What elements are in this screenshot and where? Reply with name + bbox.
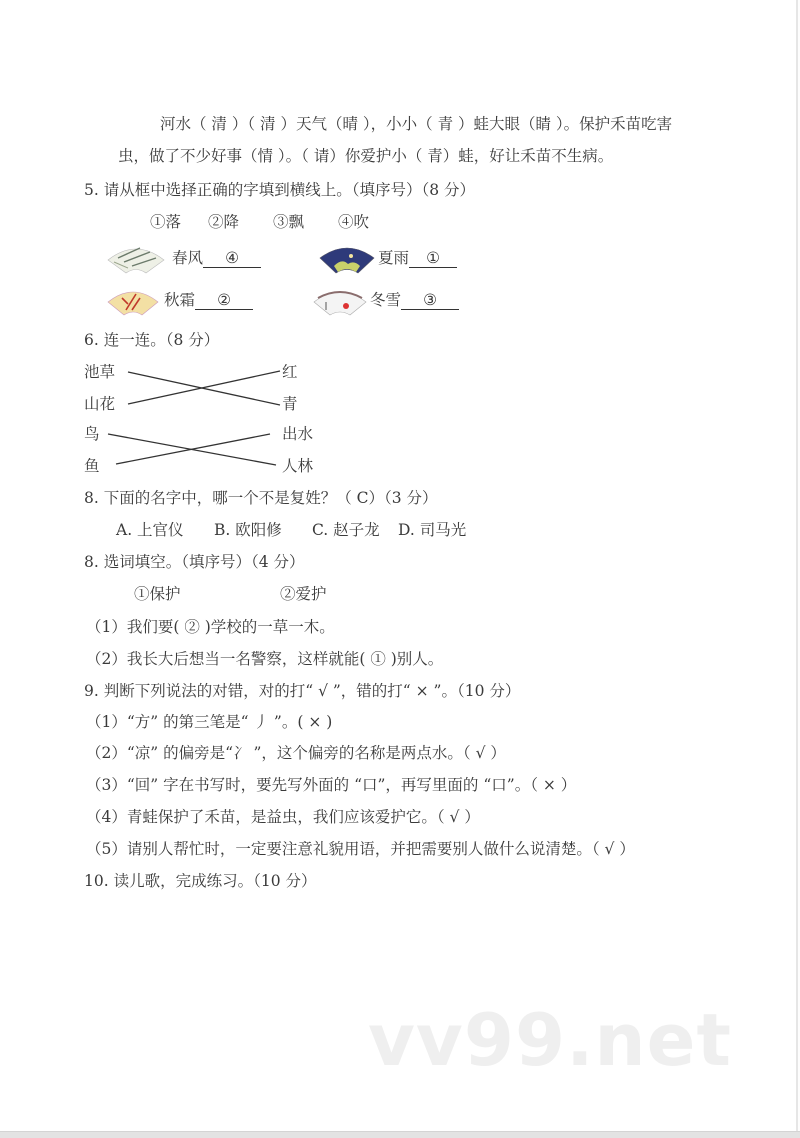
q9-item-2: （2）“凉” 的偏旁是“冫 ”，这个偏旁的名称是两点水。（ √ ） (86, 744, 506, 762)
spring-label: 春风 (172, 249, 204, 267)
winter-label: 冬雪 (370, 291, 402, 309)
spring-answer: ④ (203, 249, 261, 268)
q6-right-3: 出水 (282, 425, 314, 443)
q5-option-2: ②降 (208, 213, 240, 231)
summer-label: 夏雨 (378, 249, 410, 267)
q9-item-5: （5）请别人帮忙时，一定要注意礼貌用语，并把需要别人做什么说清楚。（ √ ） (86, 840, 635, 858)
q9-item-4: （4）青蛙保护了禾苗，是益虫，我们应该爱护它。（ √ ） (86, 808, 480, 826)
q9-item-3: （3）“回” 字在书写时，要先写外面的 “口”，再写里面的 “口”。（ × ） (86, 776, 577, 794)
q8a-option-a: A. 上官仪 (116, 521, 184, 539)
q6-right-1: 红 (282, 363, 298, 381)
q4-line-1: 河水（ 清 ）（ 清 ）天气（晴 ），小小（ 青 ）蛙大眼（睛 ）。保护禾苗吃害 (160, 115, 673, 133)
q5-option-3: ③飘 (273, 213, 305, 231)
watermark: vv99.net (368, 998, 732, 1082)
q8b-item-2: （2）我长大后想当一名警察，这样就能( ① )别人。 (86, 650, 444, 668)
q8b-option-2: ②爱护 (280, 585, 327, 603)
q6-left-4: 鱼 (84, 457, 100, 475)
q8b-option-1: ①保护 (134, 585, 181, 603)
q6-left-3: 鸟 (84, 425, 100, 443)
q5-option-1: ①落 (150, 213, 182, 231)
q8a-option-c: C. 赵子龙 (312, 521, 380, 539)
q4-line-2: 虫，做了不少好事（情 ）。（ 请）你爱护小（ 青）蛙，好让禾苗不生病。 (118, 147, 614, 165)
q6-left-2: 山花 (84, 395, 116, 413)
summer-answer: ① (409, 249, 457, 268)
q9-item-1: （1）“方” 的第三笔是“ 丿 ”。( × ) (86, 713, 333, 731)
q8b-item-1: （1）我们要( ② )学校的一草一木。 (86, 618, 335, 636)
q6-right-2: 青 (282, 395, 298, 413)
winter-answer: ③ (401, 291, 459, 310)
q6-right-4: 人林 (282, 457, 314, 475)
autumn-label: 秋霜 (164, 291, 196, 309)
q8b-title: 8. 选词填空。（填序号）（4 分） (84, 553, 305, 571)
autumn-answer: ② (195, 291, 253, 310)
q8a-title: 8. 下面的名字中，哪一个不是复姓？（ C）（3 分） (84, 489, 438, 507)
q10-title: 10. 读儿歌，完成练习。（10 分） (84, 872, 317, 890)
line-chicao-qing (128, 372, 280, 405)
q9-title: 9. 判断下列说法的对错，对的打“ √ ”，错的打“ × ”。（10 分） (84, 682, 521, 700)
q5-option-4: ④吹 (338, 213, 370, 231)
q8a-option-b: B. 欧阳修 (214, 521, 282, 539)
q8a-option-d: D. 司马光 (398, 521, 467, 539)
q5-title: 5. 请从框中选择正确的字填到横线上。（填序号）（8 分） (84, 181, 476, 199)
q6-left-1: 池草 (84, 363, 116, 381)
line-shanhua-hong (128, 371, 280, 404)
q6-title: 6. 连一连。（8 分） (84, 331, 220, 349)
